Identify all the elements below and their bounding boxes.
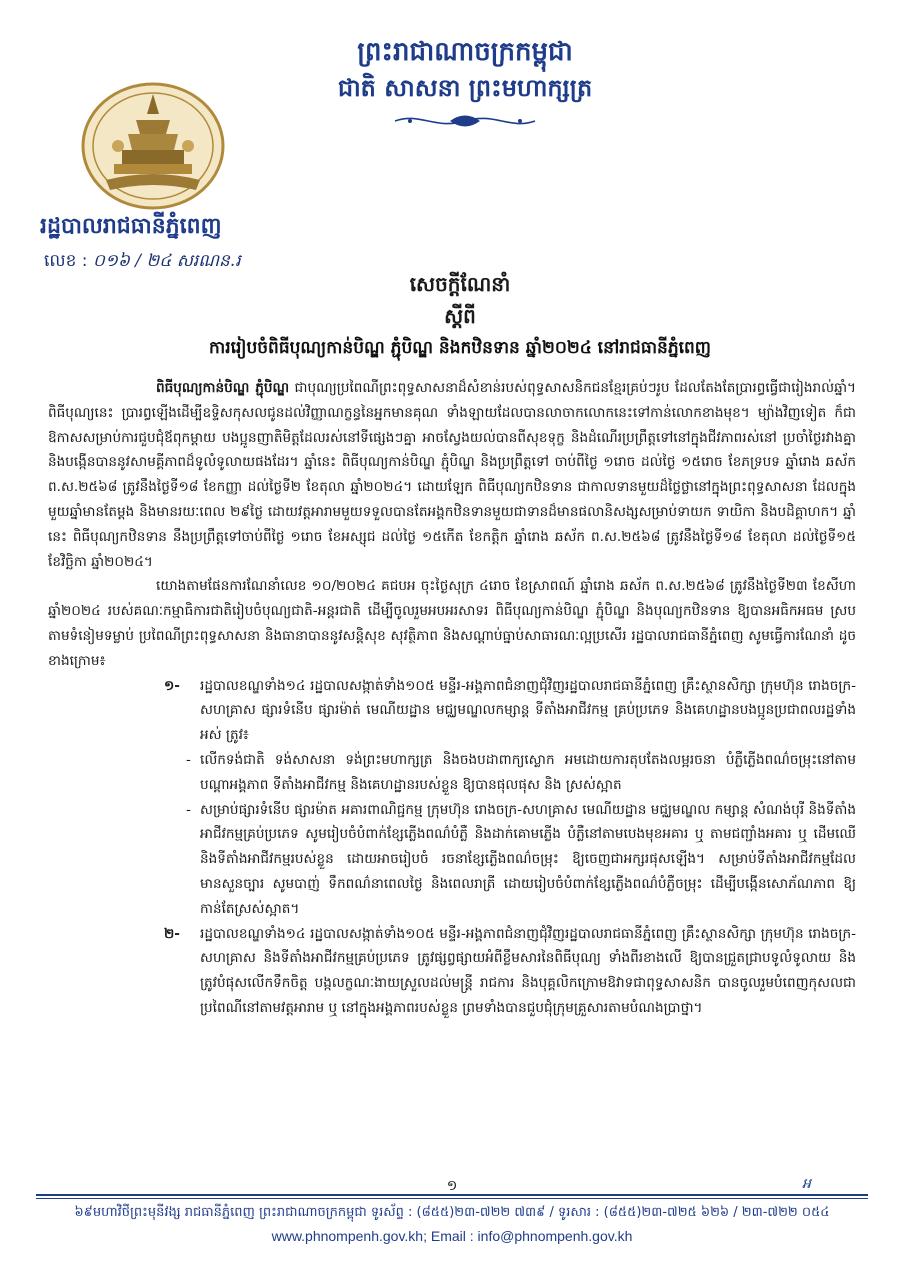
list-item-text: រដ្ឋបាលខណ្ឌទាំង១៤ រដ្ឋបាលសង្កាត់ទាំង១០៥ មន្ទីរ-អង្គភាពជំនាញជុំវិញរដ្ឋបាលរាជធានីភ្នំពេញ គ្រឹះស្ថានសិក្សា ក្រុមហ៊ុន រោងចក្រ-សហគ្រាស ផ្សារទំនើប ផ្សារម៉ាត់ មេណីយដ្ឋាន មជ្ឈមណ្ឌលកម្សាន្ត ទីតាំងអាជីវកម្ម គ្រប់ប្រភេទ និងគេហដ្ឋានបងប្អូនប្រជាពលរដ្ឋទាំងអស់ ត្រូវ៖ [200, 677, 856, 744]
motto-line: ជាតិ សាសនា ព្រះមហាក្សត្រ [337, 73, 593, 102]
bullet-dash-icon: - [186, 801, 191, 818]
phnom-penh-seal-icon [78, 80, 228, 212]
bullet-item-2 [48, 798, 856, 922]
paragraph-intro [48, 376, 856, 574]
issuing-authority: រដ្ឋបាលរាជធានីភ្នំពេញ [40, 214, 222, 239]
document-subject: ការរៀបចំពិធីបុណ្យកាន់បិណ្ឌ ភ្ជុំបិណ្ឌ និងកឋិនទាន ឆ្នាំ២០២៤ នៅរាជធានីភ្នំពេញ [209, 338, 711, 358]
footer-address: ៦៩មហាវិថីព្រះមុនីវង្ស រាជធានីភ្នំពេញ ព្រះរាជាណាចក្រកម្ពុជា ទូរស័ព្ទ : (៨៥៥)២៣-៧២២ ៧៣៩ / ទូរសារ : (៨៥៥)២៣-៧២៥ ៦២៦ / ២៣-៧២២ ០៥៤ [74, 1205, 830, 1220]
list-number: ២- [164, 925, 180, 942]
bullet-dash-icon: - [186, 751, 191, 768]
reference-label: លេខ : [44, 251, 88, 271]
page-number: ១ [446, 1178, 458, 1194]
kingdom-line: ព្រះរាជាណាចក្រកម្ពុជា [357, 37, 573, 67]
kingdom-header [300, 34, 630, 132]
document-type: សេចក្ដីណែនាំ [409, 272, 511, 296]
list-item-2 [48, 922, 856, 1021]
bullet-item-1 [48, 748, 856, 798]
ornament-divider-icon [390, 110, 540, 132]
bullet-text: សម្រាប់ផ្សារទំនើប ផ្សារម៉ាត អគារពាណិជ្ជកម្ម ក្រុមហ៊ុន រោងចក្រ-សហគ្រាស មេណីយដ្ឋាន មជ្ឈមណ្ឌល កម្សាន្ត សំណង់បុរី និងទីតាំងអាជីវកម្មគ្រប់ប្រភេទ សូមរៀបចំបំពាក់ខ្សែភ្លើងពណ៌បំភ្លឺ និងដាក់គោមភ្លើង បំភ្លឺនៅតាមបេងមុខអគារ ឬ តាមជញ្ជាំងអគារ ឬ ដើមឈើ និងទីតាំងអាជីវកម្មរបស់ខ្លួន ដោយអាចរៀបចំ រចនាខ្សែភ្លើងពណ៌ចម្រុះ ឱ្យចេញជាអក្សរផុសឡើង។ សម្រាប់ទីតាំងអាជីវកម្មដែលមានសួនច្បារ សូមបាញ់ ទឹកពណ៌នាពេលថ្ងៃ និងពេលរាត្រី ដោយរៀបចំបំពាក់ខ្សែភ្លើងពណ៌បំភ្លឺចម្រុះ ដើម្បីបង្កើនសោភ័ណភាព ឱ្យកាន់តែស្រស់ស្អាត។ [200, 801, 856, 917]
document-title-block [120, 268, 800, 364]
paragraph-reference: យោងតាមផែនការណែនាំលេខ ១០/២០២៤ គជបអ ចុះថ្ងៃសុក្រ ៤រោច ខែស្រាពណ៍ ឆ្នាំរោង ឆស័ក ព.ស.២៥៦៨ ត្រូវនឹងថ្ងៃទី២៣ ខែសីហា ឆ្នាំ២០២៤ របស់គណៈកម្មាធិការជាតិរៀបចំបុណ្យជាតិ-អន្តរជាតិ ដើម្បីចូលរួមអបអរសាទរ ពិធីបុណ្យកាន់បិណ្ឌ ភ្ជុំបិណ្ឌ និងបុណ្យកឋិនទាន ឱ្យបានអធិកអធម ស្របតាមទំនៀមទម្លាប់ ប្រពៃណីព្រះពុទ្ធសាសនា និងធានាបាននូវសន្តិសុខ សុវត្ថិភាព និងសណ្ដាប់ធ្នាប់សាធារណៈល្អប្រសើរ រដ្ឋបាលរាជធានីភ្នំពេញ សូមធ្វើការណែនាំ ដូចខាងក្រោម៖ [48, 578, 856, 669]
footer-contact: www.phnompenh.gov.kh; Email : info@phnompenh.gov.kh [271, 1228, 633, 1244]
list-number: ១- [164, 677, 180, 694]
document-body [48, 376, 856, 1021]
bullet-text: លើកទង់ជាតិ ទង់សាសនា ទង់ព្រះមហាក្សត្រ និងចងបដាពាក្យស្លោក អមដោយការតុបតែងលម្អរចនា បំភ្លឺភ្លើងពណ៌ចម្រុះនៅតាមបណ្ដាអង្គភាព ទីតាំងអាជីវកម្ម និងគេហដ្ឋានរបស់ខ្លួន ឱ្យបានផុលផុស និង ស្រស់ស្អាត [200, 751, 856, 793]
document-about: ស្ដីពី [444, 304, 476, 328]
footer-divider-thin [36, 1198, 868, 1199]
reference-value: ០១៦ / ២៤ សរណន.រ [92, 251, 241, 271]
intro-text: ជាបុណ្យប្រពៃណីព្រះពុទ្ធសាសនាដ៏សំខាន់របស់ពុទ្ធសាសនិកជនខ្មែរគ្រប់ៗរូប ដែលតែងតែប្រារព្ធធ្វើជារៀងរាល់ឆ្នាំ។ ពិធីបុណ្យនេះ ប្រារព្ធឡើងដើម្បីឧទ្ទិសកុសលជូនដល់វិញ្ញាណក្ខន្ធនៃអ្នកមានគុណ ទាំងឡាយដែលបានលាចាកលោកនេះទៅកាន់លោកខាងមុខ។ ម្យ៉ាងវិញទៀត ក៏ជាឱកាសសម្រាប់ការជួបជុំឪពុកម្ដាយ បងប្អូនញាតិមិត្តដែលរស់នៅទីផ្សេងៗគ្នា អាចស្វែងយល់បានពីសុខទុក្ខ និងដំណើរប្រព្រឹត្តទៅនៅក្នុងជីវភាពរស់នៅ ប្រចាំថ្ងៃរវាងគ្នា និងបង្កើនបាននូវសាមគ្គីភាពដ៏ទូលំទូលាយផងដែរ។ ឆ្នាំនេះ ពិធីបុណ្យកាន់បិណ្ឌ ភ្ជុំបិណ្ឌ និងប្រព្រឹត្តទៅ ចាប់ពីថ្ងៃ ១រោច ដល់ថ្ងៃ ១៥រោច ខែភទ្របទ ឆ្នាំរោង ឆស័ក ព.ស.២៥៦៨ ត្រូវនឹងថ្ងៃទី១៨ ខែកញ្ញា ដល់ថ្ងៃទី២ ខែតុលា ឆ្នាំ២០២៤។ ដោយឡែក ពិធីបុណ្យកឋិនទាន ជាកាលទានមួយដ៏ថ្លៃថ្លានៅក្នុងព្រះពុទ្ធសាសនា ដែលក្នុងមួយឆ្នាំមានតែម្ដង និងមានរយៈពេល ២៩ថ្ងៃ ដោយវត្តអារាមមួយទទួលបានតែអង្គកឋិនទានមួយជាទានដ៏មានផលានិសង្សសម្រាប់ទាយក ទាយិកា និងបដិគ្គាហក។ ឆ្នាំនេះ ពិធីបុណ្យកឋិនទាន នឹងប្រព្រឹត្តទៅចាប់ពីថ្ងៃ ១រោច ខែអស្សុជ ដល់ថ្ងៃ ១៥កើត ខែកត្តិក ឆ្នាំរោង ឆស័ក ព.ស.២៥៦៨ ត្រូវនឹងថ្ងៃទី១៨ ខែតុលា ដល់ថ្ងៃទី១៥ ខែវិច្ឆិកា ឆ្នាំ២០២៤។ [48, 380, 856, 570]
footer-divider [36, 1194, 868, 1196]
initials-mark: អ [802, 1176, 811, 1192]
list-item-text: រដ្ឋបាលខណ្ឌទាំង១៤ រដ្ឋបាលសង្កាត់ទាំង១០៥ មន្ទីរ-អង្គភាពជំនាញជុំវិញរដ្ឋបាលរាជធានីភ្នំពេញ គ្រឹះស្ថានសិក្សា ក្រុមហ៊ុន រោងចក្រ-សហគ្រាស និងទីតាំងអាជីវកម្មគ្រប់ប្រភេទ ត្រូវផ្សព្វផ្សាយអំពីខ្លឹមសារនៃពិធីបុណ្យ ទាំងពីរខាងលើ ឱ្យបានជ្រួតជ្រាបទូលំទូលាយ និងត្រូវបំផុសលើកទឹកចិត្ត បង្កលក្ខណៈងាយស្រួលដល់មន្ត្រី រាជការ និងបុគ្គលិកក្រោមឱវាទជាពុទ្ធសាសនិក បានចូលរួមបំពេញកុសលជាប្រពៃណីនៅតាមវត្តអារាម ឬ នៅក្នុងអង្គភាពរបស់ខ្លួន ព្រមទាំងបានជួបជុំក្រុមគ្រួសារតាមបំណងប្រាថ្នា។ [200, 925, 856, 1016]
intro-bold-lead: ពិធីបុណ្យកាន់បិណ្ឌ ភ្ជុំបិណ្ឌ [156, 380, 290, 396]
list-item-1 [48, 674, 856, 748]
